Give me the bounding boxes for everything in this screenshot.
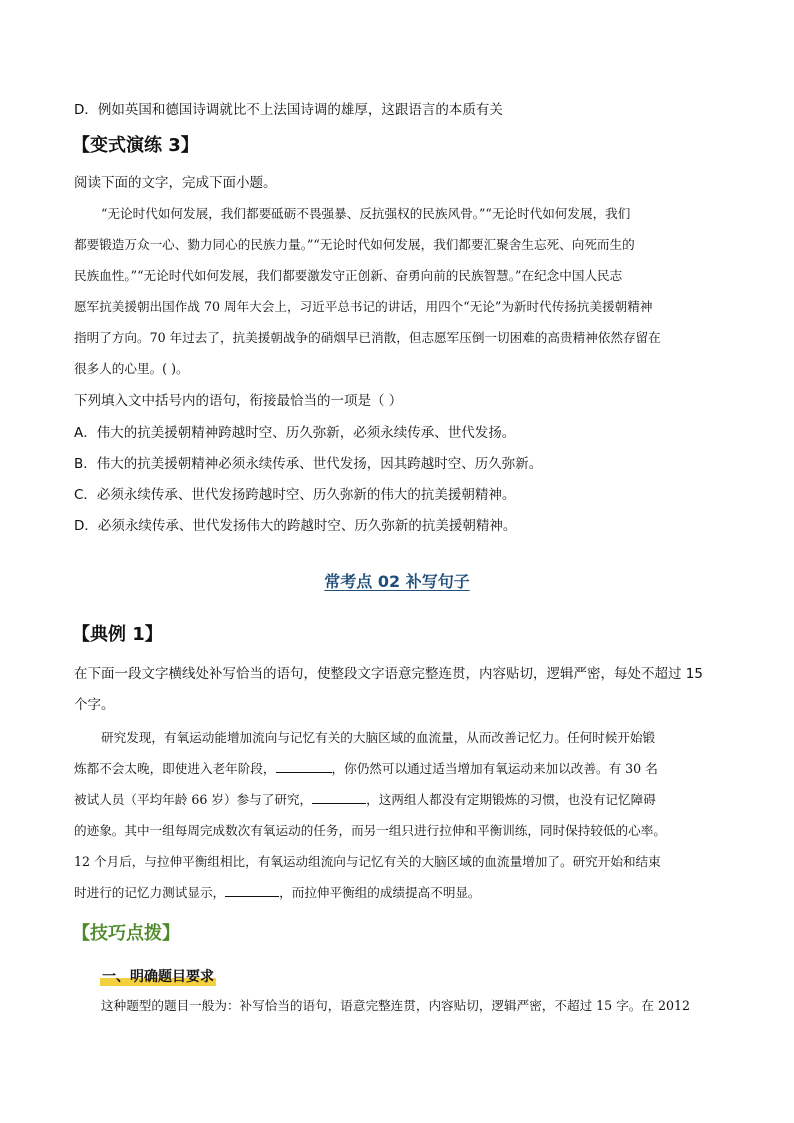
- passage-text: 被试人员（平均年龄 66 岁）参与了研究，: [74, 792, 313, 807]
- passage-line: [74, 759, 734, 779]
- fill-blank-2[interactable]: [312, 791, 366, 804]
- exercise3-instruction: 阅读下面的文字，完成下面小题。: [74, 175, 277, 191]
- passage-line: 很多人的心里。( )。: [74, 361, 189, 376]
- passage-line: [74, 883, 734, 903]
- passage-line: [74, 790, 734, 810]
- passage-text: 时进行的记忆力测试显示，: [74, 885, 226, 900]
- option-b: B．伟大的抗美援朝精神必须永续传承、世代发扬，因其跨越时空、历久弥新。: [74, 456, 543, 472]
- exercise3-heading: 【变式演练 3】: [72, 135, 199, 156]
- passage-line: “无论时代如何发展，我们都要砥砺不畏强暴、反抗强权的民族风骨。”“无论时代如何发展，我们: [101, 206, 631, 221]
- passage-line: 研究发现，有氧运动能增加流向与记忆有关的大脑区域的血流量，从而改善记忆力。任何时候开始锻: [101, 730, 656, 745]
- passage-text: ，而拉伸平衡组的成绩提高不明显。: [279, 885, 481, 900]
- passage-text: 炼都不会太晚，即使进入老年阶段，: [74, 761, 276, 776]
- passage-text: ，这两组人都没有定期锻炼的习惯，也没有记忆障碍: [366, 792, 656, 807]
- option-a: A．伟大的抗美援朝精神跨越时空、历久弥新，必须永续传承、世代发扬。: [74, 425, 516, 441]
- passage-line: 都要锻造万众一心、勠力同心的民族力量。”“无论时代如何发展，我们都要汇聚舍生忘死、向死而生的: [74, 237, 635, 252]
- option-c: C．必须永续传承、世代发扬跨越时空、历久弥新的伟大的抗美援朝精神。: [74, 487, 516, 503]
- passage-line: 12 个月后，与拉伸平衡组相比，有氧运动组流向与记忆有关的大脑区域的血流量增加了。研究开始和结束: [74, 854, 661, 869]
- option-d: D．必须永续传承、世代发扬伟大的跨越时空、历久弥新的抗美援朝精神。: [74, 518, 517, 534]
- passage-text: ，你仍然可以通过适当增加有氧运动来加以改善。有 30 名: [331, 761, 658, 776]
- example1-instruction-line1: 在下面一段文字横线处补写恰当的语句，使整段文字语意完整连贯，内容贴切，逻辑严密，每处不超过 15: [74, 666, 703, 682]
- tips-subheading: 一、明确题目要求: [100, 966, 216, 988]
- passage-line: 指明了方向。70 年过去了，抗美援朝战争的硝烟早已消散，但志愿军压倒一切困难的高贵精神依然存留在: [74, 330, 661, 345]
- passage-line: 民族血性。”“无论时代如何发展，我们都要激发守正创新、奋勇向前的民族智慧。”在纪念中国人民志: [74, 268, 623, 283]
- passage-line: 的迹象。其中一组每周完成数次有氧运动的任务，而另一组只进行拉伸和平衡训练，同时保持较低的心率。: [74, 823, 666, 838]
- tips-heading: 【技巧点拨】: [72, 923, 180, 944]
- passage-line: 愿军抗美援朝出国作战 70 周年大会上，习近平总书记的讲话，用四个“无论”为新时代传扬抗美援朝精神: [74, 299, 653, 314]
- previous-option-d: D．例如英国和德国诗调就比不上法国诗调的雄厚，这跟语言的本质有关: [74, 102, 503, 118]
- example1-heading: 【典例 1】: [72, 624, 163, 645]
- example1-instruction-line2: 个字。: [74, 697, 115, 713]
- exercise3-question: 下列填入文中括号内的语句，衔接最恰当的一项是（ ）: [74, 393, 403, 409]
- section-title-text: 常考点 02 补写句子: [324, 572, 470, 591]
- fill-blank-1[interactable]: [276, 760, 332, 773]
- fill-blank-3[interactable]: [225, 884, 279, 897]
- section-title: [0, 571, 794, 593]
- tips-text: 这种题型的题目一般为：补写恰当的语句，语意完整连贯，内容贴切，逻辑严密，不超过 15 字。在 2012: [101, 998, 691, 1013]
